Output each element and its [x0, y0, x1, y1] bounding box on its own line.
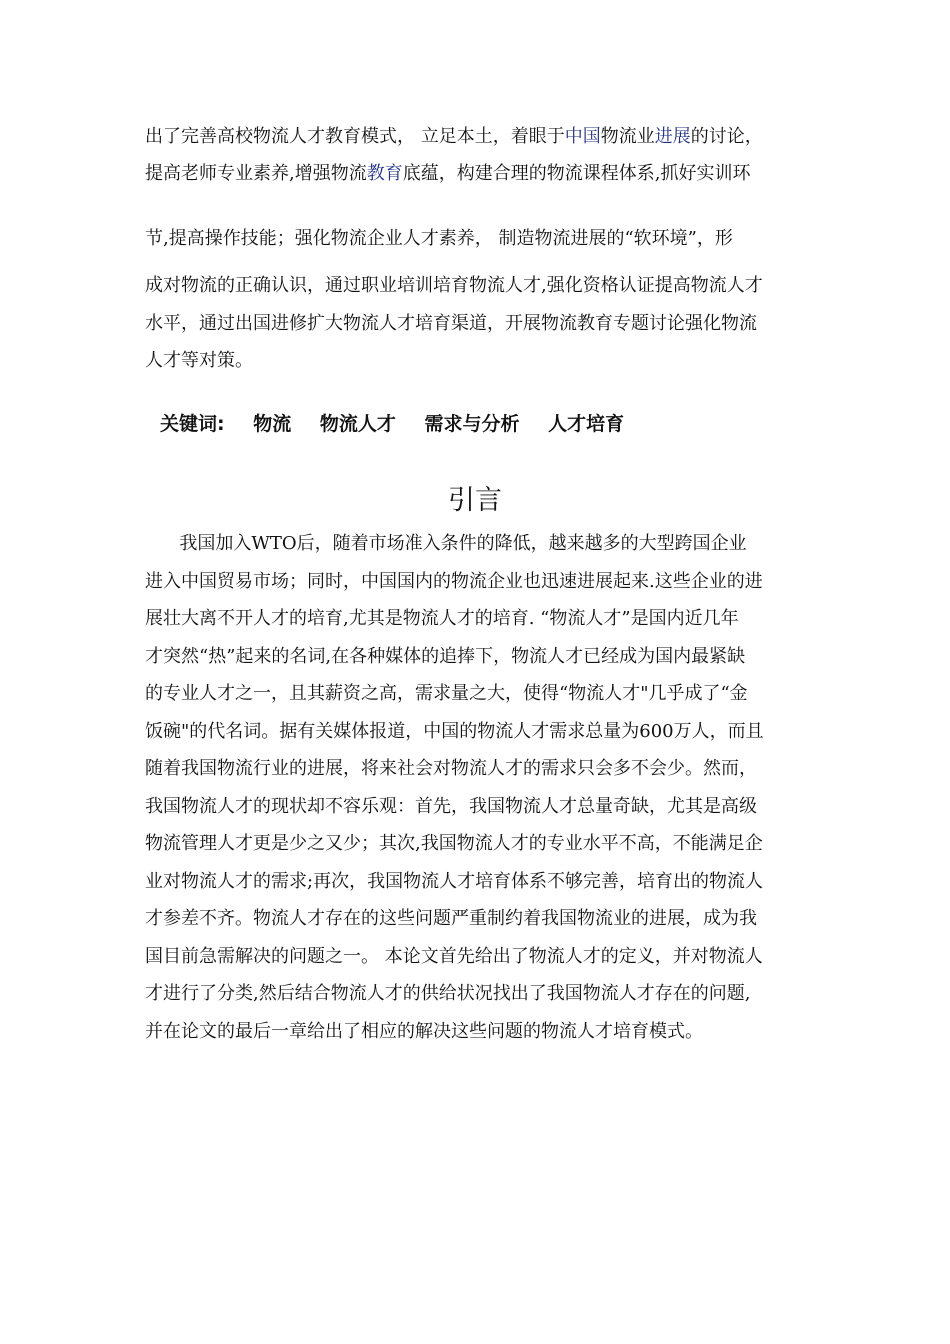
- text-span: 的讨论，: [690, 126, 763, 147]
- intro-line: 我国物流人才的现状却不容乐观：首先，我国物流人才总量奇缺，尤其是高级: [145, 795, 757, 817]
- keyword-term: 物流人才: [319, 413, 396, 435]
- keyword-term: 人才培育: [548, 413, 625, 435]
- keywords-label: 关键词:: [160, 413, 225, 435]
- intro-line: 进入中国贸易市场；同时，中国国内的物流企业也迅速进展起来.这些企业的进: [145, 570, 763, 592]
- intro-line: 业对物流人才的需求;再次，我国物流人才培育体系不够完善，培育出的物流人: [145, 870, 764, 892]
- abstract-line-6: 人才等对策。: [145, 350, 253, 371]
- intro-line: 随着我国物流行业的进展，将来社会对物流人才的需求只会多不会少。然而，: [145, 758, 757, 779]
- keyword-term: 物流: [253, 413, 292, 435]
- abstract-line-1: [145, 125, 763, 149]
- section-heading: 引言: [448, 485, 502, 516]
- text-span: 提高老师专业素养,增强物流: [145, 163, 367, 184]
- intro-line: 才参差不齐。物流人才存在的这些问题严重制约着我国物流业的进展，成为我: [145, 908, 757, 929]
- link-education[interactable]: 教育: [366, 163, 403, 184]
- keyword-term: 需求与分析: [424, 413, 520, 435]
- link-china[interactable]: 中国: [564, 126, 601, 147]
- intro-line: 展壮大离不开人才的培育,尤其是物流人才的培育. “物流人才”是国内近几年: [145, 608, 739, 629]
- intro-line: 饭碗"的代名词。据有关媒体报道，中国的物流人才需求总量为600万人，而且: [145, 720, 764, 742]
- abstract-line-4: 成对物流的正确认识，通过职业培训培育物流人才,强化资格认证提高物流人才: [145, 275, 763, 296]
- abstract-line-5: 水平，通过出国进修扩大物流人才培育渠道，开展物流教育专题讨论强化物流: [145, 313, 757, 334]
- intro-line: 国目前急需解决的问题之一。 本论文首先给出了物流人才的定义，并对物流人: [145, 945, 763, 967]
- abstract-line-2: [145, 162, 750, 186]
- intro-line: 的专业人才之一，且其薪资之高，需求量之大，使得“物流人才"几乎成了“金: [145, 683, 748, 704]
- link-development[interactable]: 进展: [654, 126, 691, 147]
- text-span: 出了完善高校物流人才教育模式， 立足本土，着眼于: [145, 126, 565, 147]
- text-span: 物流业: [600, 126, 655, 147]
- keywords: [160, 409, 624, 436]
- intro-line: 才进行了分类,然后结合物流人才的供给状况找出了我国物流人才存在的问题,: [145, 983, 751, 1004]
- abstract-line-3: 节,提高操作技能；强化物流企业人才素养， 制造物流进展的“软环境”，形: [145, 228, 733, 249]
- intro-line: 物流管理人才更是少之又少；其次,我国物流人才的专业水平不高，不能满足企: [145, 833, 763, 854]
- text-span: 底蕴，构建合理的物流课程体系,抓好实训环: [402, 163, 751, 184]
- intro-line: 并在论文的最后一章给出了相应的解决这些问题的物流人才培育模式。: [145, 1020, 703, 1042]
- intro-line: 才突然“热”起来的名词,在各种媒体的追捧下，物流人才已经成为国内最紧缺: [145, 645, 746, 667]
- intro-line: 我国加入WTO后，随着市场准入条件的降低，越来越多的大型跨国企业: [145, 533, 747, 554]
